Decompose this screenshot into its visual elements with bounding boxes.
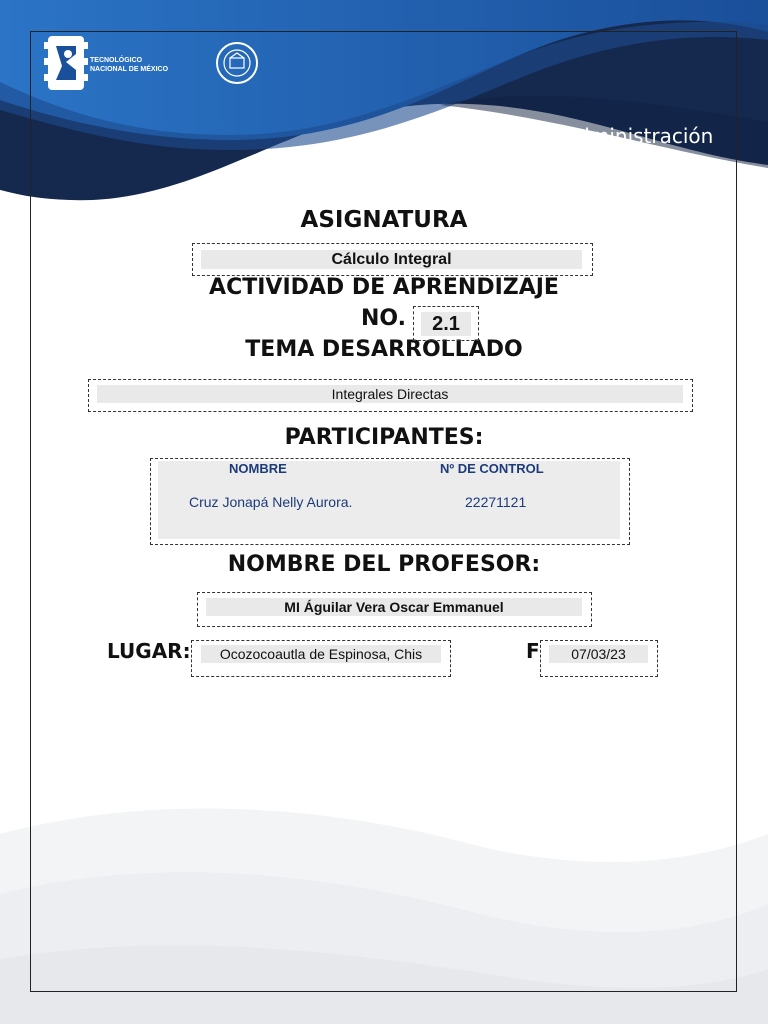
fecha-label: F <box>526 639 540 663</box>
fecha-field[interactable]: 07/03/23 <box>549 645 648 663</box>
asignatura-field[interactable]: Cálculo Integral <box>201 250 582 269</box>
tema-field[interactable]: Integrales Directas <box>97 385 683 403</box>
tema-heading: TEMA DESARROLLADO <box>245 337 523 362</box>
institute-seal-icon <box>214 40 260 86</box>
participant-control: 22271121 <box>465 494 527 510</box>
header-nombre: NOMBRE <box>229 461 287 476</box>
tecnm-logo <box>44 32 174 94</box>
tecnm-logo-text <box>90 56 180 74</box>
program-title: Ingeniería en Administración <box>426 124 714 148</box>
profesor-heading: NOMBRE DEL PROFESOR: <box>227 552 541 577</box>
lugar-field[interactable]: Ocozocoautla de Espinosa, Chis <box>201 645 441 663</box>
header-control: Nº DE CONTROL <box>440 461 544 476</box>
logo-text-line2: NACIONAL DE MÉXICO <box>90 66 169 73</box>
actividad-heading: ACTIVIDAD DE APRENDIZAJE <box>209 275 559 300</box>
lugar-label: LUGAR: <box>107 639 191 663</box>
footer-wave-background <box>0 764 768 1024</box>
participantes-heading: PARTICIPANTES: <box>284 425 484 450</box>
numero-field[interactable]: 2.1 <box>421 312 471 336</box>
logo-text-line1: TECNOLÓGICO <box>90 57 143 64</box>
gear-logo-icon <box>44 32 88 94</box>
participants-table <box>158 461 620 539</box>
numero-label: NO. <box>361 306 406 331</box>
participant-nombre: Cruz Jonapá Nelly Aurora. <box>189 494 353 510</box>
asignatura-heading: ASIGNATURA <box>300 207 468 233</box>
profesor-field[interactable]: MI Águilar Vera Oscar Emmanuel <box>206 598 582 616</box>
